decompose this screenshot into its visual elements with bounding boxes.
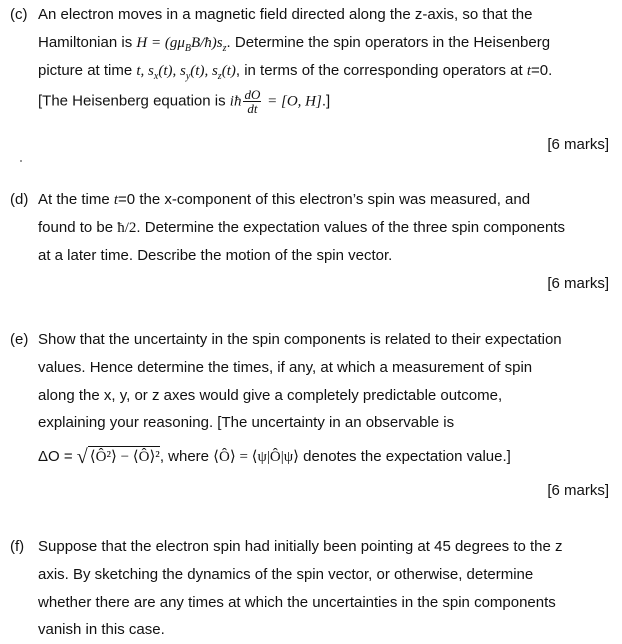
question-e-line-2: values. Hence determine the times, if any, at which a measurement of spin (38, 359, 533, 376)
stray-dot (20, 160, 22, 162)
derivative-fraction: $\frac{dO}{dt}$ (244, 87, 261, 116)
question-e-line-5: ΔO = √ ⟨Ô²⟩ − ⟨Ô⟩², where ⟨Ô⟩ = ⟨ψ|Ô|ψ⟩ denotes the expectation value.] (38, 446, 511, 468)
question-e-label: (e) (10, 331, 29, 348)
question-e-line-3: along the x, y, or z axes would give a completely predictable outcome, (38, 387, 503, 404)
question-f-line-2: axis. By sketching the dynamics of the spin vector, or otherwise, determine (38, 566, 534, 583)
question-e-marks: [6 marks] (547, 482, 609, 499)
question-d-line-2: found to be ħ/2. Determine the expectation values of the three spin components (38, 219, 565, 236)
question-d-label: (d) (10, 191, 29, 208)
sqrt-sign: √ (76, 446, 88, 468)
question-c-line-1: An electron moves in a magnetic field directed along the z-axis, so that the (38, 6, 533, 23)
question-f-label: (f) (10, 538, 25, 555)
question-e-line-4: explaining your reasoning. [The uncertainty in an observable is (38, 414, 455, 431)
question-c-line-3: picture at time t, $s_x(t)$, $s_y(t)$, $s_z(t)$, in terms of the corresponding operators at t=0. (38, 62, 553, 82)
question-f-line-1: Suppose that the electron spin had initially been pointing at 45 degrees to the z (38, 538, 563, 555)
question-d-marks: [6 marks] (547, 275, 609, 292)
question-c-marks: [6 marks] (547, 136, 609, 153)
question-d-line-3: at a later time. Describe the motion of the spin vector. (38, 247, 393, 264)
question-f-line-4: vanish in this case. (38, 621, 165, 638)
question-f-line-3: whether there are any times at which the uncertainties in the spin components (38, 594, 556, 611)
question-e-line-1: Show that the uncertainty in the spin components is related to their expectation (38, 331, 562, 348)
question-c-label: (c) (10, 6, 28, 23)
question-c-line-2: Hamiltonian is $H = (g\mu_BB/ħ)s_z$. Determine the spin operators in the Heisenberg (38, 34, 551, 54)
question-c-line-4: [The Heisenberg equation is iħ $\frac{dO}{dt}$ = [O, H].] (38, 87, 331, 116)
question-d-line-1: At the time t=0 the x-component of this electron’s spin was measured, and (38, 191, 531, 208)
